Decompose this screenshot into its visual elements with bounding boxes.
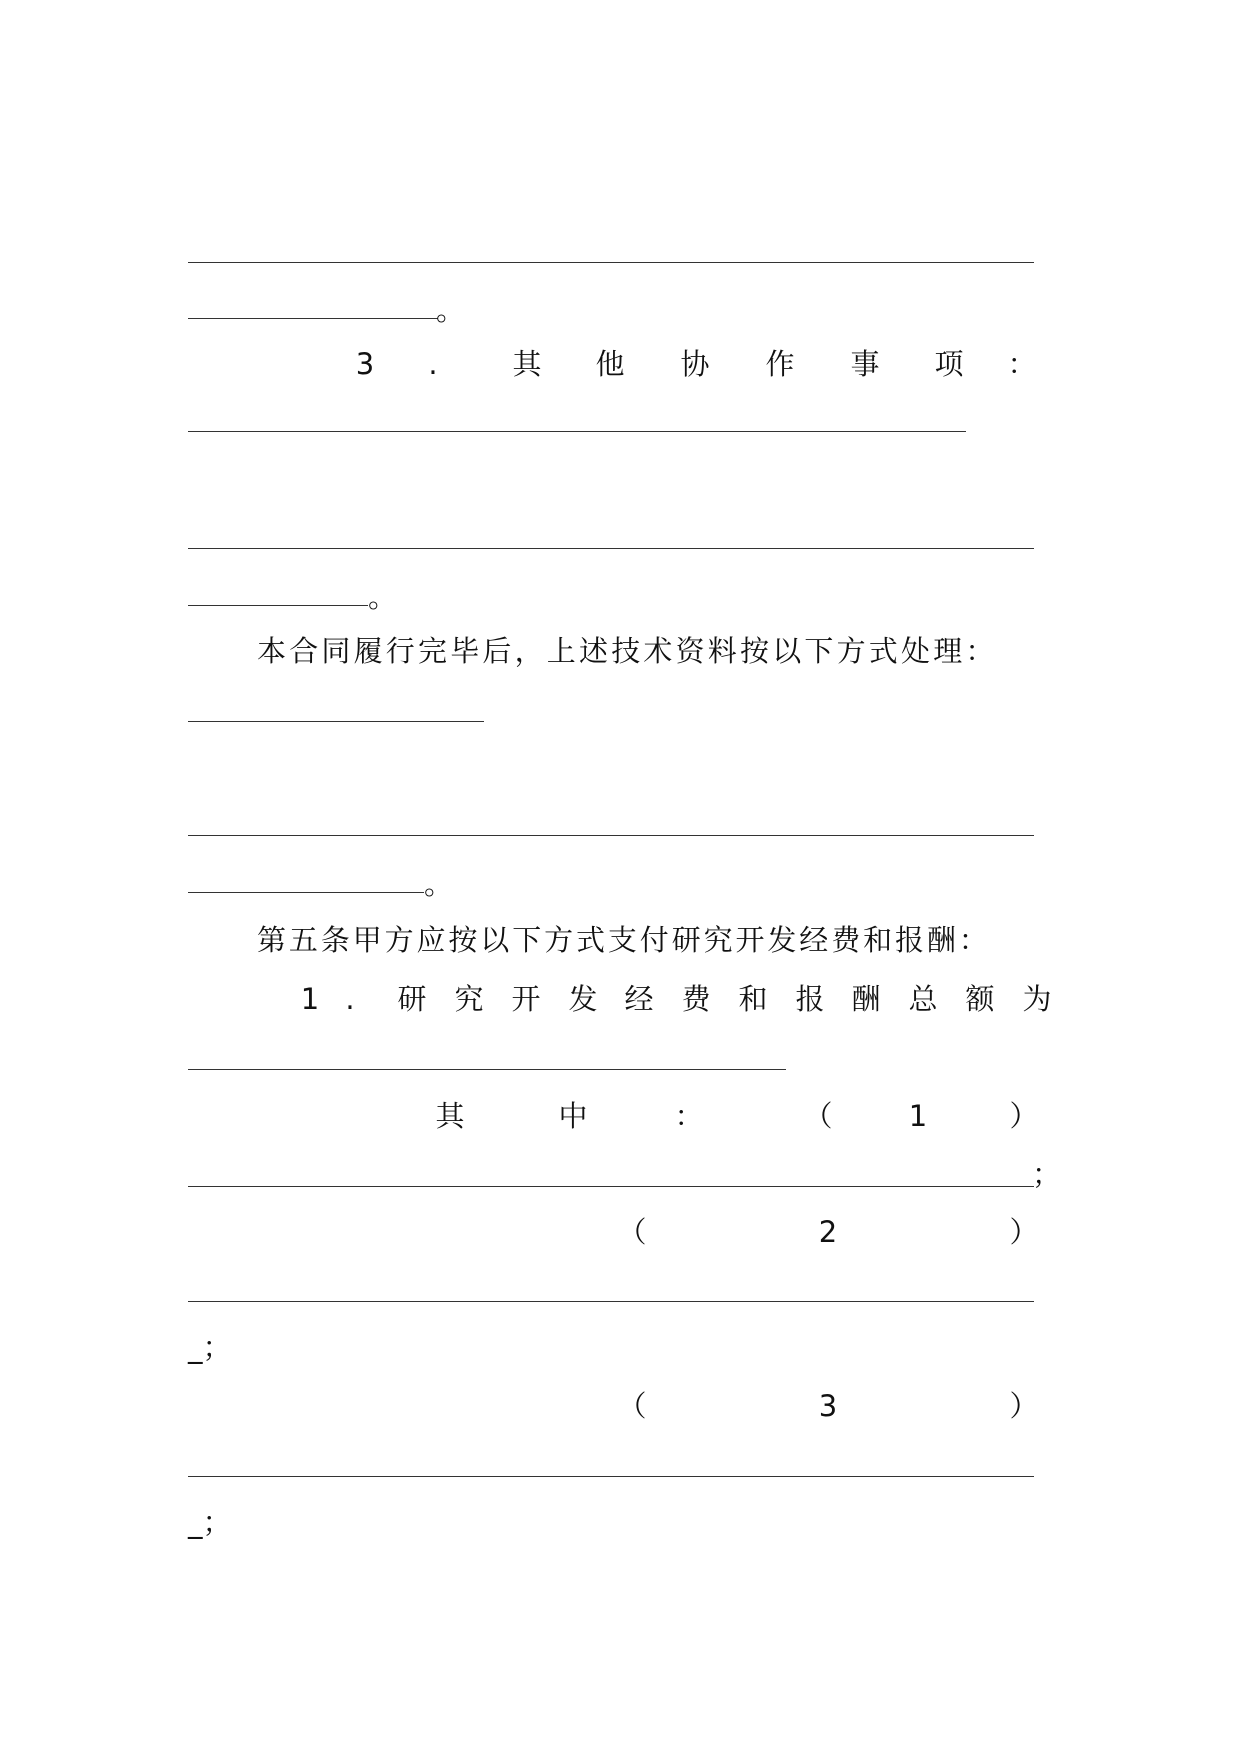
blank-line	[188, 892, 424, 893]
heading-char: 其	[435, 1099, 465, 1133]
heading-char: 研	[397, 982, 427, 1016]
heading-char: 其	[512, 347, 542, 381]
close-paren: ）	[1009, 1215, 1039, 1249]
blank-line	[188, 605, 368, 606]
period-mark: 。	[368, 580, 398, 614]
sub-number: 2	[818, 1215, 838, 1249]
heading-char: 经	[624, 982, 654, 1016]
semicolon-mark: ；	[1032, 1157, 1062, 1191]
open-paren: （	[803, 1099, 833, 1133]
item-dot: .	[345, 982, 355, 1016]
sub-number: 1	[908, 1099, 928, 1133]
heading-char: 额	[965, 982, 995, 1016]
item-number: 1	[300, 982, 320, 1016]
sub-number: 3	[818, 1389, 838, 1423]
open-paren: （	[617, 1215, 647, 1249]
blank-line	[188, 1069, 786, 1070]
heading-char: 酬	[851, 982, 881, 1016]
item-dot: .	[428, 347, 438, 381]
blank-line	[188, 1301, 1034, 1302]
period-mark: 。	[424, 867, 454, 901]
heading-colon: ：	[1007, 347, 1037, 381]
heading-char: 报	[795, 982, 825, 1016]
heading-char: 事	[850, 347, 880, 381]
heading-char: 和	[738, 982, 768, 1016]
article-5-heading: 第五条甲方应按以下方式支付研究开发经费和报酬：	[257, 923, 991, 957]
line-tail: _；	[188, 1505, 232, 1539]
heading-char: 作	[765, 347, 795, 381]
heading-char: 项	[934, 347, 964, 381]
item-number: 3	[355, 347, 375, 381]
blank-line	[188, 548, 1034, 549]
heading-char: 费	[681, 982, 711, 1016]
line-tail: _；	[188, 1330, 232, 1364]
heading-char: 发	[568, 982, 598, 1016]
blank-line	[188, 835, 1034, 836]
blank-line	[188, 1186, 1034, 1187]
blank-line	[188, 721, 484, 722]
heading-char: 开	[511, 982, 541, 1016]
handling-clause: 本合同履行完毕后，上述技术资料按以下方式处理：	[257, 634, 998, 668]
heading-char: 协	[680, 347, 710, 381]
blank-line	[188, 262, 1034, 263]
close-paren: ）	[1009, 1389, 1039, 1423]
heading-char: 究	[454, 982, 484, 1016]
blank-line	[188, 318, 438, 319]
heading-colon: ：	[674, 1099, 704, 1133]
period-mark: 。	[436, 293, 466, 327]
blank-line	[188, 431, 966, 432]
close-paren: ）	[1009, 1099, 1039, 1133]
heading-char: 中	[558, 1099, 588, 1133]
open-paren: （	[617, 1389, 647, 1423]
heading-char: 他	[595, 347, 625, 381]
blank-line	[188, 1476, 1034, 1477]
heading-char: 总	[908, 982, 938, 1016]
heading-char: 为	[1022, 982, 1052, 1016]
